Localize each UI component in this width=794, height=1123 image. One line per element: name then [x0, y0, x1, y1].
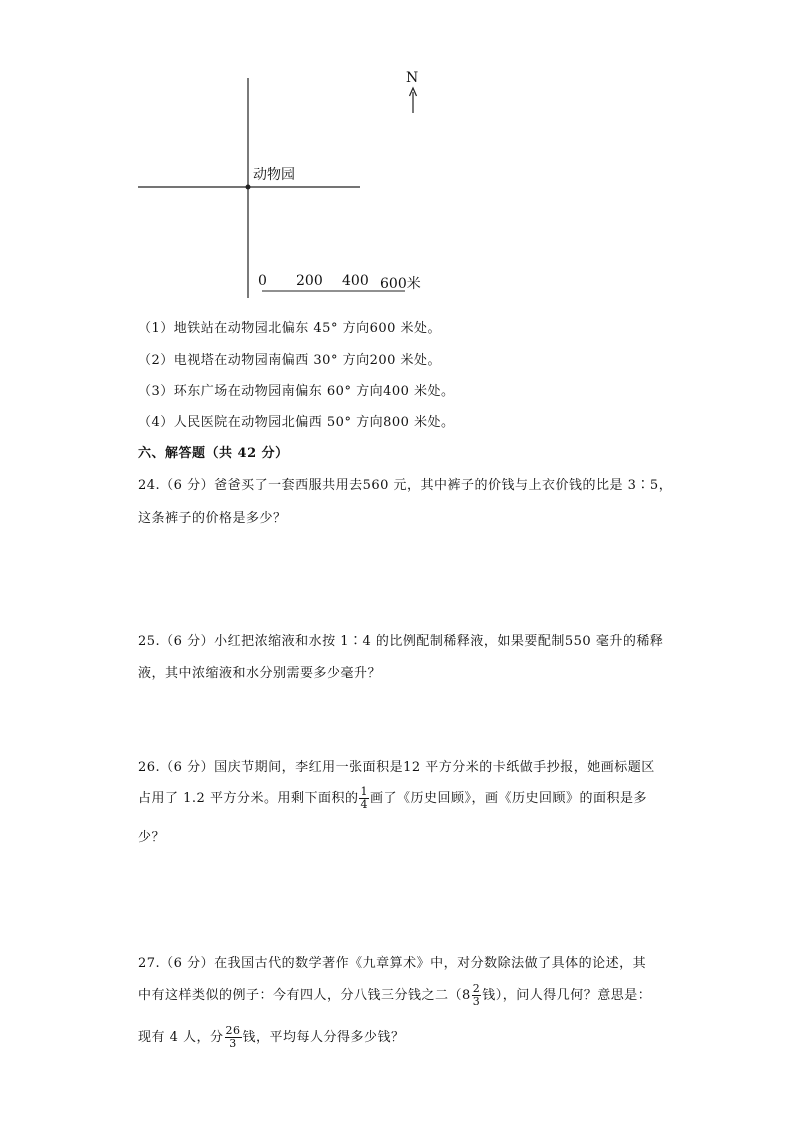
q27-line-3-before: 现有 4 人，分: [138, 1030, 224, 1045]
q27-line-2: [138, 983, 651, 1008]
q26-line-2: [138, 786, 647, 811]
subquestion-2: （2）电视塔在动物园南偏西 30° 方向200 米处。: [138, 353, 442, 368]
q26-line-3: 少？: [138, 830, 166, 845]
q27-line-1: 27.（6 分）在我国古代的数学著作《九章算术》中，对分数除法做了具体的论述，其: [138, 956, 647, 971]
subquestion-4: （4）人民医院在动物园北偏西 50° 方向800 米处。: [138, 415, 455, 430]
fraction-numerator: 2: [472, 982, 481, 995]
q27-line-3: [138, 1025, 405, 1050]
mixed-number: [462, 983, 482, 1008]
north-label: N: [406, 70, 419, 86]
q27-line-2-before: 中有这样类似的例子：今有四人，分八钱三分钱之二（: [138, 988, 463, 1003]
section-title: 六、解答题（共 42 分）: [138, 446, 289, 461]
zoo-point: [246, 185, 251, 190]
q26-line-1: 26.（6 分）国庆节期间，李红用一张面积是12 平方分米的卡纸做手抄报，她画标题区: [138, 760, 655, 775]
q27-line-2-after: 钱），问人得几何？意思是：: [482, 988, 652, 1003]
fraction-denominator: 3: [472, 995, 481, 1008]
scale-label-600: 600米: [380, 276, 421, 292]
q26-line-2-before: 占用了 1.2 平方分米。用剩下面积的: [138, 791, 359, 806]
fraction-numerator: 1: [360, 785, 368, 798]
fraction-one-quarter: [359, 786, 369, 811]
scale-label-0: 0: [258, 273, 267, 289]
direction-map: [0, 0, 794, 310]
scale-label-200: 200: [296, 273, 323, 289]
q27-line-3-after: 钱，平均每人分得多少钱？: [242, 1030, 405, 1045]
zoo-label: 动物园: [253, 167, 295, 183]
scale-label-400: 400: [342, 273, 369, 289]
q26-line-2-after: 画了《历史回顾》，画《历史回顾》的面积是多: [369, 791, 647, 806]
subquestion-1: （1）地铁站在动物园北偏东 45° 方向600 米处。: [138, 321, 442, 336]
fraction-denominator: 4: [360, 798, 368, 811]
fraction-numerator: 26: [225, 1024, 241, 1037]
mixed-whole: 8: [462, 988, 471, 1003]
q25-line-2: 液，其中浓缩液和水分别需要多少毫升？: [138, 666, 382, 681]
fraction-denominator: 3: [229, 1037, 237, 1050]
q25-line-1: 25.（6 分）小红把浓缩液和水按 1∶4 的比例配制稀释液，如果要配制550 毫升的稀释: [138, 634, 664, 649]
mixed-fraction: [472, 983, 482, 1008]
subquestion-3: （3）环东广场在动物园南偏东 60° 方向400 米处。: [138, 384, 455, 399]
q24-line-1: 24.（6 分）爸爸买了一套西服共用去560 元，其中裤子的价钱与上衣价钱的比是 3∶5，: [138, 478, 673, 493]
q24-line-2: 这条裤子的价格是多少？: [138, 511, 287, 526]
fraction-26-thirds: [225, 1025, 242, 1050]
